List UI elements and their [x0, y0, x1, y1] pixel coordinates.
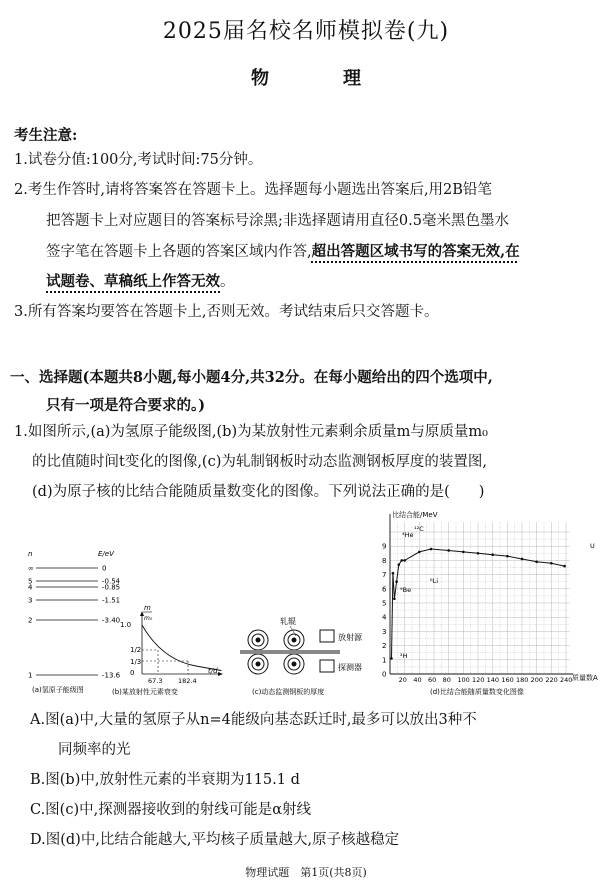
roller-right-bottom — [284, 654, 304, 674]
emphasis-text: 试题卷、草稿纸上作答无效 — [46, 273, 220, 290]
data-point — [550, 562, 553, 565]
detector — [320, 660, 334, 672]
y-axis-label: 比结合能/MeV — [392, 511, 438, 519]
section-heading-line-1: 一、选择题(本题共8小题,每小题4分,共32分。在每小题给出的四个选项中, — [10, 369, 493, 386]
x-tick-182: 182.4 — [178, 677, 197, 685]
x-tick-label: 100 — [457, 676, 470, 684]
data-point — [491, 553, 494, 556]
y-tick-label: 6 — [382, 585, 387, 594]
x-axis-label: t/d — [208, 667, 218, 675]
data-point — [521, 558, 524, 561]
data-point — [400, 559, 403, 562]
y-tick-label: 4 — [382, 613, 387, 622]
energy-axis-label: E/eV — [98, 550, 114, 558]
level-energy-label: -0.54 — [102, 577, 121, 586]
notice-text: 。 — [220, 274, 235, 290]
x-tick-label: 40 — [413, 676, 422, 684]
x-tick-label: 220 — [545, 676, 558, 684]
data-point — [390, 657, 393, 660]
x-tick-label: 60 — [428, 676, 437, 684]
data-point — [563, 565, 566, 568]
data-point — [403, 559, 406, 562]
option-a-line-1: A.图(a)中,大量的氢原子从n=4能级向基态跃迁时,最多可以放出3种不 — [30, 712, 477, 728]
n-axis-label: n — [28, 550, 33, 558]
x-axis-arrow — [218, 672, 223, 676]
y-tick-half: 1/2 — [130, 646, 142, 654]
level-energy-label: -0.85 — [102, 583, 121, 592]
level-n-label: 5 — [28, 577, 33, 586]
x-tick-label: 140 — [486, 676, 500, 684]
notice-item-2-line-4 — [46, 268, 235, 296]
y-tick-label: 5 — [382, 599, 387, 608]
he-label: ⁴He — [402, 531, 414, 539]
y-tick-1: 1.0 — [120, 621, 132, 629]
h-label: ²H — [400, 652, 408, 660]
notice-item-2-line-1: 2.考生作答时,请将答案答在答题卡上。选择题每小题选出答案后,用2B铅笔 — [14, 182, 492, 198]
y-label-bottom: m₀ — [144, 615, 153, 622]
level-energy-label: 0 — [102, 564, 107, 573]
roller-left-top — [248, 630, 268, 650]
y-tick-0: 0 — [130, 669, 135, 677]
figure-a-caption: (a)氢原子能级图 — [32, 686, 84, 694]
section-heading-line-2: 只有一项是符合要求的。) — [46, 397, 206, 414]
x-axis-label: 质量数A — [572, 674, 598, 682]
data-point — [535, 561, 538, 564]
data-point — [477, 552, 480, 555]
data-point — [430, 548, 433, 551]
notice-item-3: 3.所有答案均要答在答题卡上,否则无效。考试结束后只交答题卡。 — [14, 304, 439, 320]
data-point — [393, 597, 396, 600]
level-energy-label: -1.51 — [102, 596, 121, 605]
y-tick-label: 2 — [382, 642, 387, 651]
figure-d-binding-energy — [370, 508, 606, 698]
option-d: D.图(d)中,比结合能越大,平均核子质量越大,原子核越稳定 — [30, 832, 400, 848]
roller-left-bottom — [248, 654, 268, 674]
page-footer: 物理试题 第1页(共8页) — [245, 866, 367, 879]
detector-label: 探测器 — [338, 663, 362, 672]
x-tick-label: 20 — [398, 676, 407, 684]
x-tick-67: 67.3 — [148, 677, 163, 685]
figure-d-caption: (d)比结合能随质量数变化图像 — [430, 688, 524, 696]
figure-c-caption: (c)动态监测钢板的厚度 — [252, 688, 325, 696]
level-n-label: 4 — [28, 583, 33, 592]
decay-curve — [142, 625, 221, 671]
x-tick-label: 200 — [530, 676, 544, 684]
emphasis-text: 超出答题区域书写的答案无效,在 — [311, 243, 520, 260]
y-tick-label: 3 — [382, 627, 387, 636]
y-tick-label: 8 — [382, 556, 387, 565]
notice-item-1: 1.试卷分值:100分,考试时间:75分钟。 — [14, 152, 263, 168]
data-point — [392, 572, 395, 575]
exam-title: 2025届名校名师模拟卷(九) — [162, 19, 450, 44]
level-n-label: ∞ — [28, 564, 34, 573]
y-tick-label: 7 — [382, 571, 387, 580]
question-1-line-3: (d)为原子核的比结合能随质量数变化的图像。下列说法正确的是( ) — [32, 484, 485, 500]
y-tick-label: 9 — [382, 542, 387, 551]
be-label: ⁹Be — [400, 586, 412, 594]
figure-b-decay-curve — [108, 600, 226, 698]
u-label: U — [590, 542, 595, 550]
option-a-line-2: 同频率的光 — [58, 742, 131, 758]
question-1-line-2: 的比值随时间t变化的图像,(c)为轧制钢板时动态监测钢板厚度的装置图, — [32, 454, 487, 470]
figure-c-thickness-monitor — [226, 612, 376, 698]
notice-item-2-line-2: 把答题卡上对应题目的答案标号涂黑;非选择题请用直径0.5毫米黑色墨水 — [46, 213, 509, 229]
data-point — [418, 551, 421, 554]
level-n-label: 3 — [28, 596, 33, 605]
li-label: ⁶Li — [430, 577, 439, 585]
y-tick-third: 1/3 — [130, 658, 142, 666]
option-c: C.图(c)中,探测器接收到的射线可能是α射线 — [30, 802, 312, 818]
data-point — [447, 549, 450, 552]
y-tick-label: 1 — [382, 656, 387, 665]
x-tick-label: 240 — [560, 676, 573, 684]
roller-label: 轧辊 — [280, 617, 296, 626]
level-n-label: 2 — [28, 616, 33, 625]
notice-heading: 考生注意: — [14, 127, 78, 144]
notice-text: 签字笔在答题卡上各题的答案区域内作答, — [46, 244, 312, 260]
level-n-label: 1 — [28, 671, 33, 680]
data-point — [395, 580, 398, 583]
data-point — [398, 563, 401, 566]
c-label: ¹²C — [414, 525, 424, 533]
option-b: B.图(b)中,放射性元素的半衰期为115.1 d — [30, 772, 300, 788]
figure-b-caption: (b)某放射性元素衰变 — [112, 688, 178, 696]
level-energy-label: -3.40 — [102, 616, 121, 625]
radiation-source — [320, 630, 334, 642]
source-label: 放射源 — [338, 633, 362, 642]
x-tick-label: 180 — [516, 676, 529, 684]
question-1-line-1: 1.如图所示,(a)为氢原子能级图,(b)为某放射性元素剩余质量m与原质量m₀ — [14, 424, 488, 440]
x-tick-label: 80 — [442, 676, 451, 684]
x-tick-label: 160 — [501, 676, 514, 684]
notice-item-2-line-3 — [46, 238, 520, 266]
subject-title: 物 理 — [251, 68, 389, 89]
y-label-top: m — [144, 604, 151, 612]
y-tick-label: 0 — [382, 670, 387, 679]
x-tick-label: 120 — [472, 676, 485, 684]
level-energy-label: -13.6 — [102, 671, 121, 680]
steel-plate — [240, 650, 340, 654]
data-point — [506, 555, 509, 558]
data-point — [462, 551, 465, 554]
